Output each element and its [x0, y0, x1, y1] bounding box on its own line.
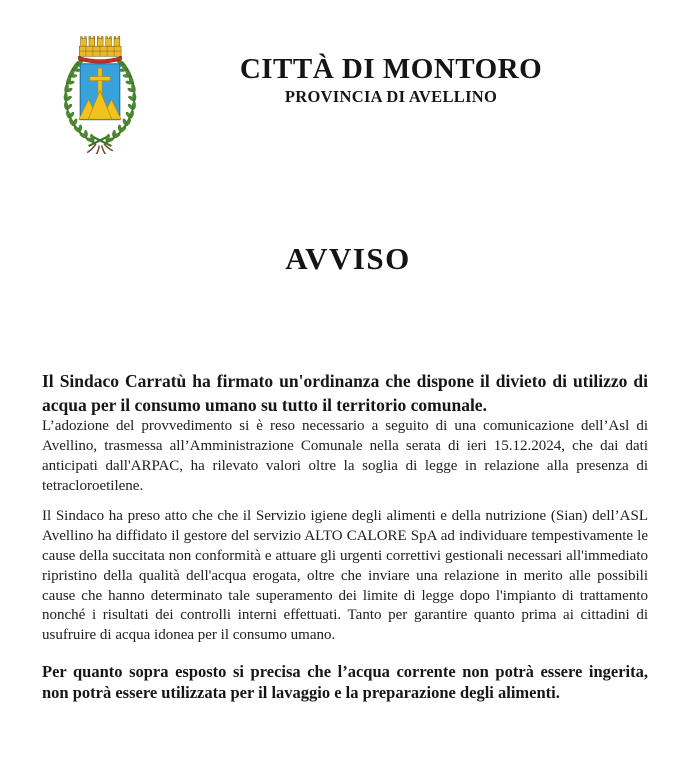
page-subtitle: PROVINCIA DI AVELLINO: [284, 87, 498, 107]
coat-of-arms-icon: [49, 22, 151, 154]
body-paragraph-1: L’adozione del provvedimento si è reso necessario a seguito di una comunicazione dell’Asl di Avellino, trasmessa all’Amministrazione Comunale nella serata di ieri 15.12.2024, che dai dati anticipati dall'ARPAC, ha rilevato valori oltre la soglia di legge in relazione alla presenza di tetracloroetilene.: [42, 418, 648, 494]
lead-paragraph: Il Sindaco Carratù ha firmato un'ordinanza che dispone il divieto di utilizzo di acqua per il consumo umano su tutto il territorio comunale.: [42, 371, 648, 416]
mural-crown-icon: [78, 37, 121, 64]
body-paragraph-2: Il Sindaco ha preso atto che che il Servizio igiene degli alimenti e della nutrizione (Sian) dell’ASL Avellino ha diffidato il gestore del servizio ALTO CALORE SpA ad individuare tempestivamente le cause della succitata non conformità e attuare gli urgenti correttivi gestionali necessari all'immediato ripristino della qualità dell'acqua erogata, oltre che inviare una relazione in merito alle possibili cause che hanno determinato tale superamento dei limite di legge dopo l'impianto di trattamento nonché i risultati dei controlli interni effettuati. Tanto per garantire quanto prima ai cittadini di usufruire di acqua idonea per il consumo umano.: [42, 508, 648, 644]
shield-icon: [79, 64, 121, 120]
page-title: CITTÀ DI MONTORO: [239, 53, 543, 85]
notice-heading: AVVISO: [285, 241, 411, 276]
notice-body: [42, 369, 648, 720]
footer-paragraph: Per quanto sopra esposto si precisa che l’acqua corrente non potrà essere ingerita, non potrà essere utilizzata per il lavaggio e la preparazione degli alimenti.: [42, 662, 648, 703]
letterhead: [160, 54, 622, 107]
